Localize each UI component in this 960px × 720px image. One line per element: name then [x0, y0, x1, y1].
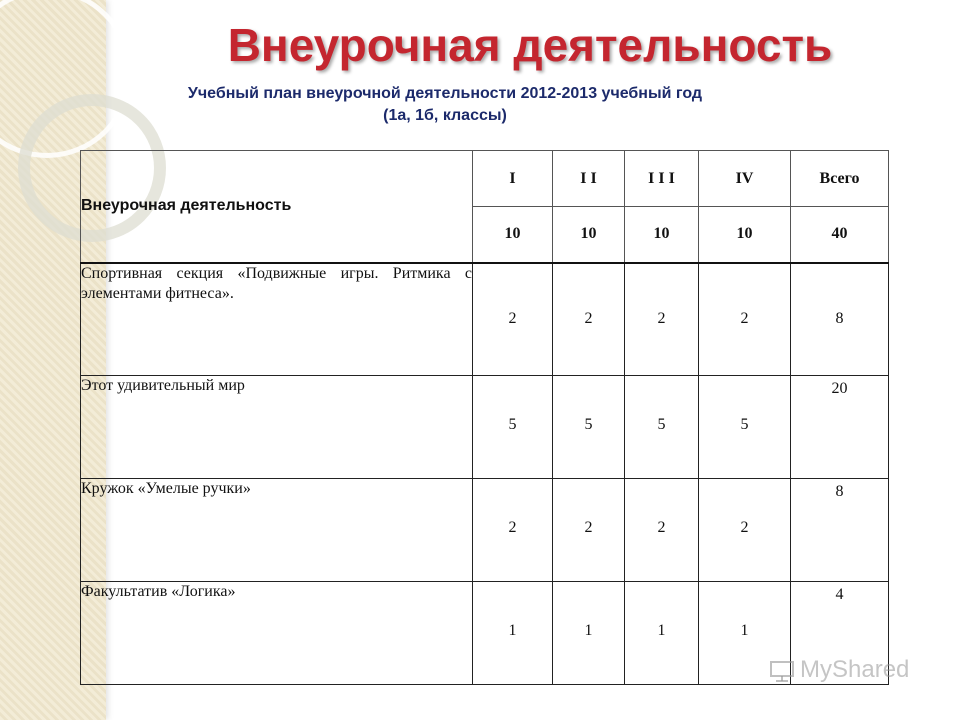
hours-value: 2 [473, 263, 553, 376]
grade-header: I [473, 151, 553, 207]
total-header: Всего [791, 151, 889, 207]
activity-name: Факультатив «Логика» [81, 582, 473, 685]
presentation-icon [768, 659, 796, 683]
hours-value: 2 [625, 479, 699, 582]
hours-value: 1 [699, 582, 791, 685]
plan-subtitle: Учебный план внеурочной деятельности 2012-2013 учебный год [187, 85, 703, 102]
hours-value: 5 [625, 376, 699, 479]
total-value: 4 [791, 582, 889, 685]
page-title: Внеурочная деятельность [227, 19, 833, 71]
total-value: 20 [791, 376, 889, 479]
grade-header: I I I [625, 151, 699, 207]
hours-value: 5 [699, 376, 791, 479]
hours-value: 2 [473, 479, 553, 582]
grade-header-row [81, 151, 889, 207]
hours-value: 2 [699, 263, 791, 376]
hours-header: 10 [473, 207, 553, 263]
hours-value: 1 [473, 582, 553, 685]
hours-total-header: 40 [791, 207, 889, 263]
activity-name: Этот удивительный мир [81, 376, 473, 479]
hours-header: 10 [625, 207, 699, 263]
activity-plan-table [80, 150, 889, 685]
hours-value: 1 [625, 582, 699, 685]
hours-header: 10 [699, 207, 791, 263]
hours-value: 2 [553, 263, 625, 376]
watermark-text: MyShared [800, 656, 910, 683]
grade-header: IV [699, 151, 791, 207]
table-row [81, 263, 889, 376]
watermark [768, 656, 909, 684]
hours-value: 1 [553, 582, 625, 685]
grade-header: I I [553, 151, 625, 207]
hours-value: 2 [625, 263, 699, 376]
table-row [81, 376, 889, 479]
hours-value: 2 [699, 479, 791, 582]
activity-name: Кружок «Умелые ручки» [81, 479, 473, 582]
total-value: 8 [791, 479, 889, 582]
total-value: 8 [791, 263, 889, 376]
activity-column-header: Внеурочная деятельность [81, 151, 473, 263]
table-row [81, 479, 889, 582]
hours-value: 5 [553, 376, 625, 479]
classes-subtitle: (1а, 1б, классы) [383, 107, 507, 124]
hours-value: 5 [473, 376, 553, 479]
activity-name: Спортивная секция «Подвижные игры. Ритмика с элементами фитнеса». [81, 263, 473, 376]
hours-header: 10 [553, 207, 625, 263]
hours-value: 2 [553, 479, 625, 582]
